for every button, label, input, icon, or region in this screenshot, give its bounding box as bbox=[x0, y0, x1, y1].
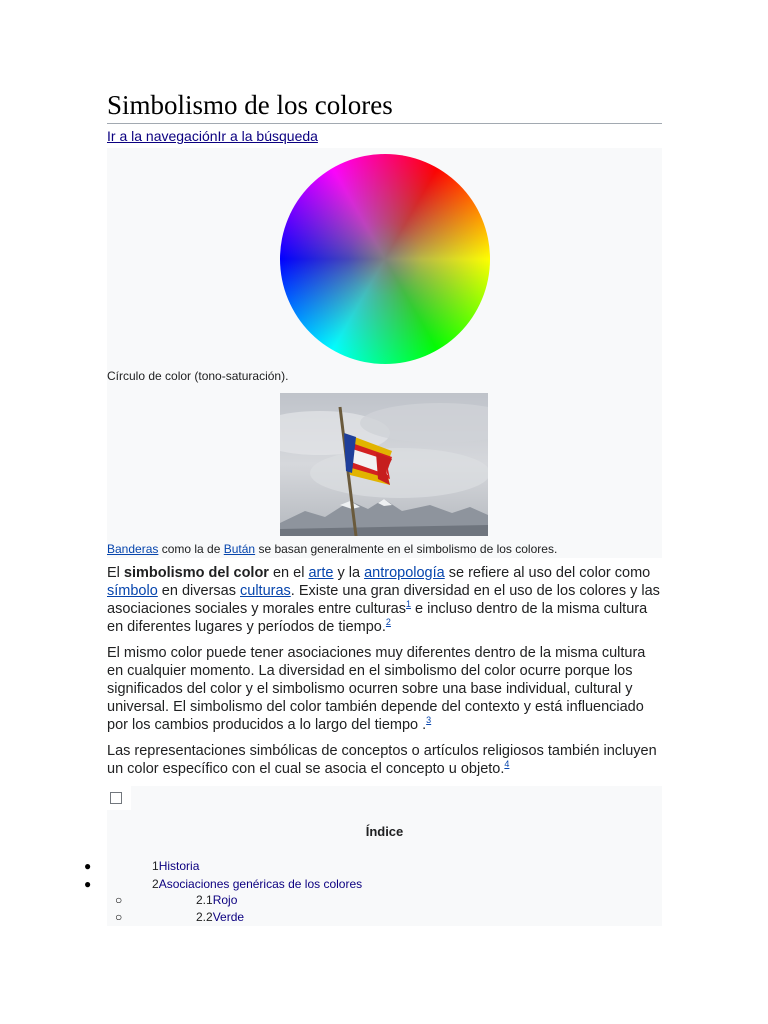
toc-bullet: ● bbox=[84, 859, 92, 873]
figure-caption-flag bbox=[107, 541, 557, 557]
toc-sub-bullet: ○ bbox=[115, 910, 123, 924]
page-title: Simbolismo de los colores bbox=[107, 88, 662, 124]
table-of-contents bbox=[107, 786, 662, 926]
figure-caption-color-wheel: Círculo de color (tono-saturación). bbox=[107, 369, 289, 383]
color-wheel-image[interactable] bbox=[280, 154, 490, 364]
figure-container bbox=[107, 148, 662, 558]
reference-2[interactable] bbox=[386, 617, 391, 627]
paragraph-2 bbox=[107, 644, 662, 734]
reference-3[interactable] bbox=[426, 715, 431, 725]
toc-label[interactable]: Asociaciones genéricas de los colores bbox=[158, 877, 363, 891]
text: El bbox=[107, 565, 124, 581]
text: . Existe una gran diversidad en el uso de los colores y las asociaciones sociales y morales entre culturas bbox=[107, 583, 660, 617]
jump-to-search-link[interactable]: Ir a la búsqueda bbox=[217, 128, 318, 144]
bold-term: simbolismo del color bbox=[123, 565, 269, 581]
toc-number: 2 bbox=[152, 877, 159, 891]
toc-toggle-checkbox[interactable] bbox=[110, 792, 122, 804]
text: y la bbox=[333, 565, 365, 581]
paragraph-1 bbox=[107, 564, 662, 636]
toc-number: 2.2 bbox=[196, 910, 213, 924]
reference-4[interactable] bbox=[504, 759, 509, 769]
toc-sub-bullet: ○ bbox=[115, 893, 123, 907]
paragraph-3 bbox=[107, 742, 662, 778]
toc-item-asociaciones[interactable] bbox=[152, 876, 362, 892]
reference-link[interactable]: 2 bbox=[385, 617, 391, 628]
toc-label[interactable]: Historia bbox=[158, 859, 200, 873]
toc-item-historia[interactable] bbox=[152, 858, 199, 874]
text: Las representaciones simbólicas de conceptos o artículos religiosos también incluyen un color específico con el cual se asocia el concepto u objeto. bbox=[107, 743, 657, 777]
reference-link[interactable]: 3 bbox=[426, 715, 432, 726]
reference-link[interactable]: 1 bbox=[406, 599, 412, 610]
toc-title: Índice bbox=[365, 824, 404, 839]
toc-number: 2.1 bbox=[196, 893, 213, 907]
caption-text: se basan generalmente en el simbolismo de los colores. bbox=[255, 542, 558, 556]
bhutan-flag-photo[interactable] bbox=[280, 393, 488, 536]
link-banderas[interactable]: Banderas bbox=[107, 542, 159, 556]
link-antropologia[interactable]: antropología bbox=[364, 565, 445, 581]
link-arte[interactable]: arte bbox=[308, 565, 334, 581]
link-simbolo[interactable]: símbolo bbox=[107, 583, 158, 599]
text: en el bbox=[268, 565, 309, 581]
toc-item-verde[interactable] bbox=[196, 909, 244, 925]
jump-to-navigation-link[interactable]: Ir a la navegación bbox=[107, 128, 218, 144]
caption-text: como la de bbox=[158, 542, 224, 556]
flag-photo-illustration bbox=[280, 393, 488, 536]
link-butan[interactable]: Bután bbox=[223, 542, 256, 556]
toc-label[interactable]: Verde bbox=[212, 910, 245, 924]
article-body bbox=[107, 564, 662, 778]
jump-links bbox=[107, 126, 662, 146]
article bbox=[107, 88, 662, 786]
text: se refiere al uso del color como bbox=[444, 565, 651, 581]
toc-bullet: ● bbox=[84, 877, 92, 891]
toc-number: 1 bbox=[152, 859, 159, 873]
toc-label[interactable]: Rojo bbox=[212, 893, 238, 907]
toc-item-rojo[interactable] bbox=[196, 892, 237, 908]
reference-link[interactable]: 4 bbox=[504, 759, 510, 770]
text: El mismo color puede tener asociaciones muy diferentes dentro de la misma cultura en cualquier momento. La diversidad en el simbolismo del color ocurre porque los significados del color y el simbolismo ocurren sobre una base individual, cultural y universal. El simbolismo del color también depende del contexto y está influenciado por los cambios producidos a lo largo del tiempo . bbox=[107, 645, 646, 733]
text: e incluso dentro de la misma cultura en diferentes lugares y períodos de tiempo. bbox=[107, 601, 648, 635]
text: en diversas bbox=[157, 583, 240, 599]
link-culturas[interactable]: culturas bbox=[240, 583, 291, 599]
